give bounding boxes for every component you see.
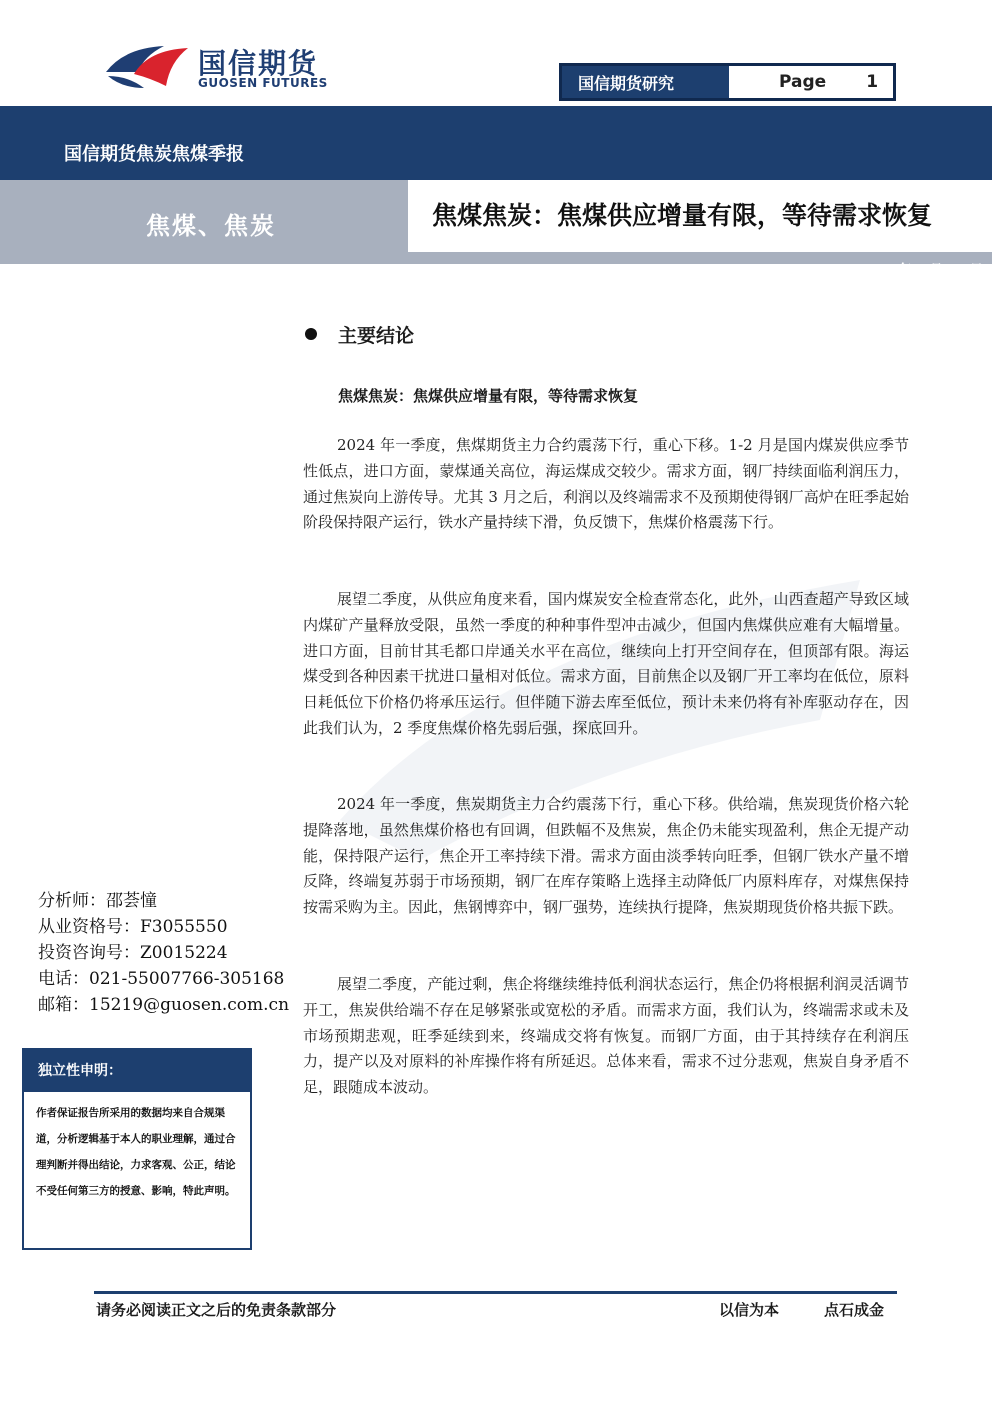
report-date: 2023 年 3 月 24 日 [858,263,983,278]
page-word: Page [779,72,827,92]
footer-motto-1: 以信为本 [719,1301,780,1319]
guosen-logo-icon [104,42,190,90]
report-title: 焦煤焦炭：焦煤供应增量有限，等待需求恢复 [432,201,933,230]
paragraph: 展望二季度，从供应角度来看，国内煤炭安全检查常态化，此外，山西查超产导致区域内煤矿产量释放受限，虽然一季度的种种事件型冲击减少，但国内焦煤供应难有大幅增量。进口方面，目前甘其毛都口岸通关水平在高位，继续向上打开空间存在，但顶部有限。海运煤受到各种因素干扰进口量相对低位。需求方面，目前焦企以及钢厂开工率均在低位，原料日耗低位下价格仍将承压运行。但伴随下游去库至低位，预计未来仍将有补库驱动存在，因此我们认为，2 季度焦煤价格先弱后强，探底回升。 [303,590,909,737]
footer-divider [94,1291,897,1294]
independence-title: 独立性申明： [22,1048,252,1092]
logo-text-en: GUOSEN FUTURES [198,76,328,90]
independence-body: 作者保证报告所采用的数据均来自合规渠道，分析逻辑基于本人的职业理解，通过合理判断并得出结论，力求客观、公正，结论不受任何第三方的授意、影响，特此声明。 [36,1107,236,1197]
report-series: 国信期货焦炭焦煤季报 [64,144,244,165]
analyst-consult-no: 投资咨询号：Z0015224 [38,943,228,963]
logo-text-cn: 国信期货 [198,47,319,80]
footer-motto-2: 点石成金 [824,1301,885,1319]
research-label: 国信期货研究 [562,66,729,98]
sub-title: 焦煤焦炭：焦煤供应增量有限，等待需求恢复 [338,387,639,405]
bullet-icon [305,328,317,340]
paragraph: 2024 年一季度，焦煤期货主力合约震荡下行，重心下移。1-2 月是国内煤炭供应季节性低点，进口方面，蒙煤通关高位，海运煤成交较少。需求方面，钢厂持续面临利润压力，通过焦炭向上游传导。尤其 3 月之后，利润以及终端需求不及预期使得钢厂高炉在旺季起始阶段保持限产运行，铁水产量持续下滑，负反馈下，焦煤价格震荡下行。 [303,436,909,532]
paragraph: 2024 年一季度，焦炭期货主力合约震荡下行，重心下移。供给端，焦炭现货价格六轮提降落地，虽然焦煤价格也有回调，但跌幅不及焦炭，焦企仍未能实现盈利，焦企无提产动能，保持限产运行，焦企开工率持续下滑。需求方面由淡季转向旺季，但钢厂铁水产量不增反降，终端复苏弱于市场预期，钢厂在库存策略上选择主动降低厂内原料库存，对煤焦保持按需采购为主。因此，焦钢博弈中，钢厂强势，连续执行提降，焦炭期现货价格共振下跌。 [303,795,909,917]
analyst-license: 从业资格号：F3055550 [38,917,228,937]
research-tag [559,63,896,101]
analyst-email[interactable]: 邮箱：15219@guosen.com.cn [38,995,290,1015]
report-category: 焦煤、焦炭 [146,212,276,240]
page-number: 1 [866,72,879,92]
analyst-phone: 电话：021-55007766-305168 [38,969,285,989]
page-indicator [729,66,893,98]
disclaimer-notice: 请务必阅读正文之后的免责条款部分 [96,1301,337,1319]
analyst-name: 分析师：邵荟憧 [38,891,157,911]
paragraph: 展望二季度，产能过剩，焦企将继续维持低利润状态运行，焦企仍将根据利润灵活调节开工，焦炭供给端不存在足够紧张或宽松的矛盾。而需求方面，我们认为，终端需求或未及市场预期悲观，旺季延续到来，终端成交将有恢复。而钢厂方面，由于其持续存在利润压力，提产以及对原料的补库操作将有所延迟。总体来看，需求不过分悲观，焦炭自身矛盾不足，跟随成本波动。 [303,975,909,1097]
section-title: 主要结论 [338,325,415,347]
